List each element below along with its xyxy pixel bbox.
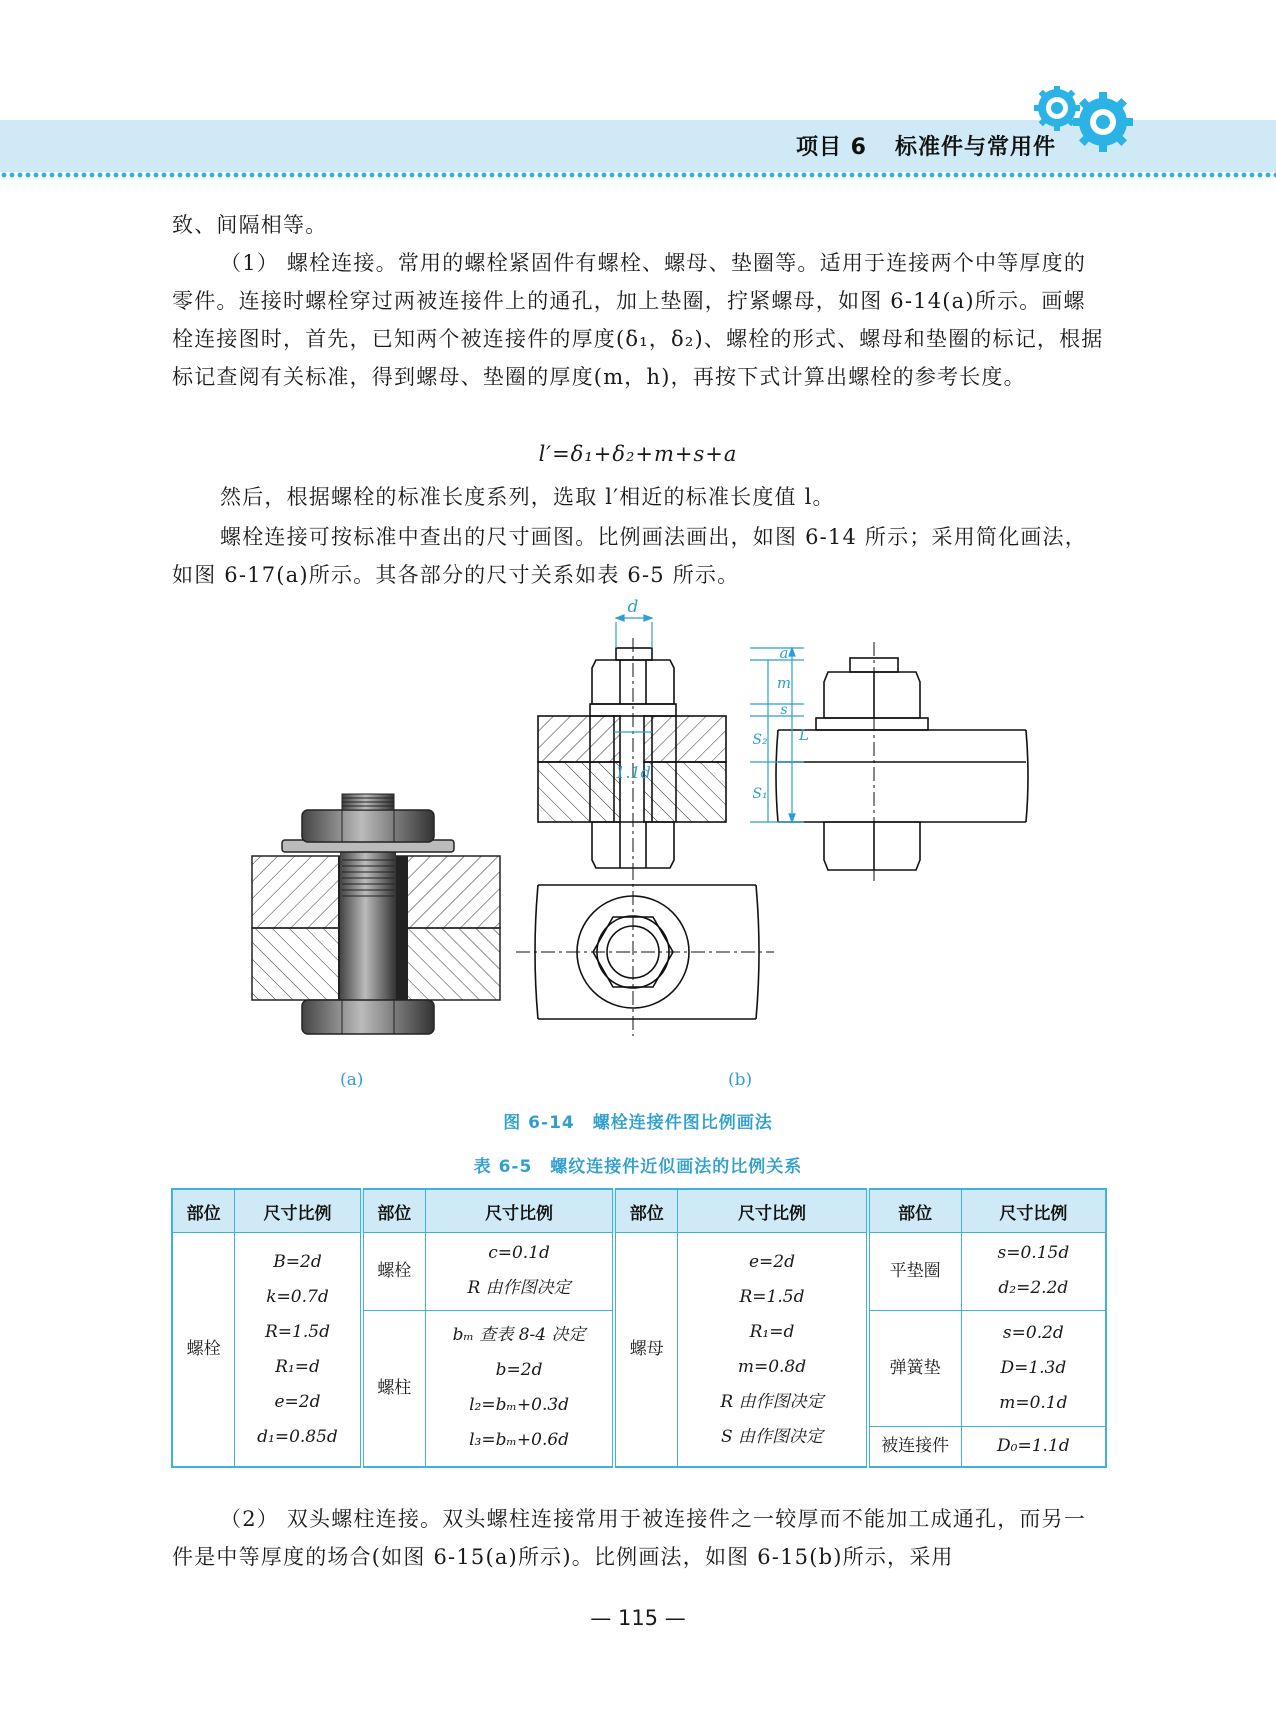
ratio-table — [171, 1188, 1107, 1468]
ratio-line: m=0.8d — [737, 1356, 807, 1377]
ratio-line: s=0.2d — [1002, 1323, 1064, 1344]
header-ratio-4: 尺寸比例 — [961, 1189, 1106, 1233]
header-ratio-1: 尺寸比例 — [235, 1189, 362, 1233]
flat-washer-ratios — [961, 1233, 1106, 1311]
subfigure-label-a: (a) — [340, 1070, 364, 1090]
ratio-line: d₁=0.85d — [257, 1426, 338, 1447]
nut-ratios — [678, 1233, 868, 1468]
project-number: 项目 6 — [796, 135, 867, 160]
dim-s2: S₂ — [752, 732, 768, 748]
part-connected: 被连接件 — [868, 1427, 962, 1467]
table-header-row — [172, 1189, 1106, 1233]
chapter-title: 标准件与常用件 — [894, 135, 1056, 160]
paragraph-standard-length: 然后，根据螺栓的标准长度系列，选取 l′相近的标准长度值 l。 — [220, 485, 835, 509]
subfigure-label-b: (b) — [728, 1070, 753, 1090]
dim-hole: 1.1d — [615, 763, 651, 782]
header-part-3: 部位 — [614, 1189, 678, 1233]
formula-bolt-length: l′=δ₁+δ₂+m+s+a — [538, 442, 738, 466]
paragraph-continuation: 致、间隔相等。 — [172, 213, 328, 237]
bolt-ratios — [235, 1233, 362, 1468]
ratio-line: R 由作图决定 — [467, 1278, 571, 1299]
paragraph-bolt-connection: （1） 螺栓连接。常用的螺栓紧固件有螺栓、螺母、垫圈等。适用于连接两个中等厚度的零件。连接时螺栓穿过两被连接件上的通孔，加上垫圈，拧紧螺母，如图 6-14(a)所示。画螺栓连接图时，首先，已知两个被连接件的厚度(δ₁，δ₂)、螺栓的形式、螺母和垫圈的标记，根据标记查阅有关标准，得到螺母、垫圈的厚度(m，h)，再按下式计算出螺栓的参考长度。 — [172, 251, 1104, 389]
dim-s1: S₁ — [752, 786, 768, 802]
ratio-line: D₀=1.1d — [997, 1436, 1070, 1457]
header-part-4: 部位 — [868, 1189, 962, 1233]
gears-icon — [1025, 86, 1137, 156]
ratio-line: s=0.15d — [997, 1243, 1070, 1264]
figure-caption: 图 6-14 螺栓连接件图比例画法 — [503, 1113, 773, 1133]
bolt-pictorial-view — [252, 794, 500, 1034]
ratio-line: bₘ 查表 8-4 决定 — [452, 1325, 586, 1346]
bolt-side-view — [776, 658, 1028, 870]
dim-m: m — [776, 674, 792, 692]
ratio-line: B=2d — [273, 1251, 322, 1272]
dim-a: a — [779, 644, 789, 662]
header-part-1: 部位 — [172, 1189, 235, 1233]
ratio-line: e=2d — [748, 1251, 795, 1272]
connected-ratios — [961, 1427, 1106, 1467]
figure-bolt-connection — [230, 598, 1060, 1068]
ratio-line: R=1.5d — [265, 1321, 330, 1342]
dim-d: d — [627, 598, 639, 617]
part-stud: 螺柱 — [362, 1310, 426, 1467]
ratio-line: k=0.7d — [266, 1286, 329, 1307]
part-flat-washer: 平垫圈 — [868, 1233, 962, 1311]
page-number: — 115 — — [590, 1606, 686, 1630]
header-ratio-2: 尺寸比例 — [425, 1189, 614, 1233]
header-ratio-3: 尺寸比例 — [678, 1189, 868, 1233]
header-dotted-rule — [0, 172, 1276, 178]
running-header — [796, 130, 1056, 161]
ratio-line: c=0.1d — [488, 1243, 550, 1264]
stud-ratios — [425, 1310, 614, 1467]
part-nut: 螺母 — [614, 1233, 678, 1468]
ratio-line: l₂=bₘ+0.3d — [469, 1395, 570, 1416]
part-spring-washer: 弹簧垫 — [868, 1310, 962, 1426]
paragraph-drawing-method: 螺栓连接可按标准中查出的尺寸画图。比例画法画出，如图 6-14 所示；采用简化画法，如图 6-17(a)所示。其各部分的尺寸关系如表 6-5 所示。 — [172, 525, 1087, 587]
header-part-2: 部位 — [362, 1189, 426, 1233]
screw-ratios — [425, 1233, 614, 1311]
ratio-line: m=0.1d — [999, 1393, 1068, 1414]
part-bolt: 螺栓 — [172, 1233, 235, 1468]
ratio-line: d₂=2.2d — [998, 1278, 1069, 1299]
ratio-line: l₃=bₘ+0.6d — [469, 1430, 570, 1451]
paragraph-stud-connection: （2） 双头螺柱连接。双头螺柱连接常用于被连接件之一较厚而不能加工成通孔，而另一件是中等厚度的场合(如图 6-15(a)所示)。比例画法，如图 6-15(b)所示，采用 — [172, 1507, 1087, 1569]
bolt-section-view — [538, 648, 726, 868]
dim-L: L — [799, 726, 809, 744]
ratio-line: D=1.3d — [1000, 1358, 1067, 1379]
ratio-line: R₁=d — [275, 1356, 320, 1377]
spring-washer-ratios — [961, 1310, 1106, 1426]
ratio-line: R₁=d — [749, 1321, 795, 1342]
dim-s: s — [780, 702, 788, 718]
ratio-line: R=1.5d — [739, 1286, 805, 1307]
ratio-line: b=2d — [495, 1360, 543, 1381]
part-screw: 螺栓 — [362, 1233, 426, 1311]
ratio-line: e=2d — [274, 1391, 321, 1412]
ratio-line: R 由作图决定 — [720, 1391, 824, 1412]
table-title: 表 6-5 螺纹连接件近似画法的比例关系 — [473, 1157, 803, 1177]
ratio-line: S 由作图决定 — [720, 1426, 824, 1447]
table-row — [172, 1233, 1106, 1311]
